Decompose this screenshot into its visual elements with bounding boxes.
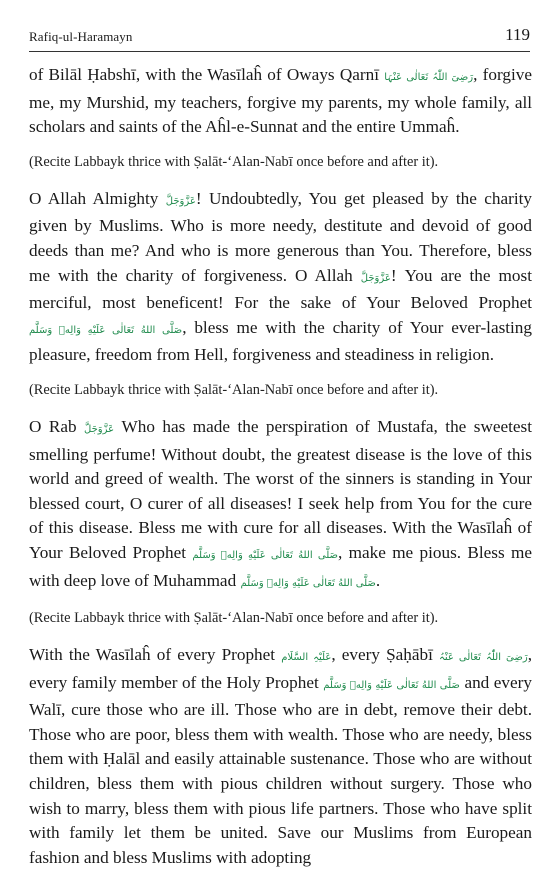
paragraph-2 <box>29 187 532 368</box>
arabic-honorific: رَضِیَ اللّٰہُ تَعَالٰی عَنْہَا <box>384 72 474 83</box>
recitation-note-1: (Recite Labbayk thrice with Ṣalāt-‘Alan-Nabī once before and after it). <box>29 153 439 170</box>
text-segment: , forgive me, my Murshid, my teachers, forgive my parents, my whole family, all scholars and saints of the Aĥl-e-Sunnat and the entire Ummaĥ. <box>29 65 532 137</box>
text-segment: Who has made the perspiration of Mustafa, the sweetest smelling perfume! Without doubt, the greatest disease is the love of this world and greed of wealth. The worst of the sinners is standing in Your blessed court, O curer of all diseases! I seek help from You for the cure of this disease. Bless me with cure for all diseases. With the Wasīlaĥ of Your Beloved Prophet <box>29 416 532 562</box>
running-header <box>29 19 530 52</box>
arabic-honorific: صَلَّى اللهُ تَعَالٰى عَلَيْهِ وَالِهٖ وَسَلَّم <box>29 324 183 336</box>
arabic-honorific: صَلَّى اللهُ تَعَالٰى عَلَيْهِ وَالِهٖ وَسَلَّم <box>323 679 460 691</box>
paragraph-4 <box>29 643 532 870</box>
text-segment: of Bilāl Ḥabshī, with the Wasīlaĥ of Oways Qarnī <box>29 65 385 84</box>
arabic-honorific: صَلَّى اللهُ تَعَالٰى عَلَيْهِ وَالِهٖ وَسَلَّم <box>240 577 376 589</box>
text-segment: , make me pious. Bless me with deep love of Muhammad <box>29 542 532 590</box>
text-segment: O Allah Almighty <box>29 188 166 208</box>
book-title: Rafiq-ul-Haramayn <box>29 29 133 44</box>
text-segment: , every Ṣaḥābī <box>331 645 440 665</box>
recitation-note-3: (Recite Labbayk thrice with Ṣalāt-‘Alan-Nabī once before and after it). <box>29 610 439 627</box>
text-segment: O Rab <box>29 416 85 436</box>
arabic-honorific: عَلَیْہِ السَّلَام <box>281 652 332 664</box>
text-segment: ! You are the most merciful, most beneficent! For the sake of Your Beloved Prophet <box>29 265 532 313</box>
paragraph-1 <box>29 63 532 140</box>
text-segment: . <box>375 570 381 590</box>
paragraph-3 <box>29 415 532 596</box>
arabic-honorific: عَزَّوَجَلَّ <box>165 195 196 207</box>
text-segment: , bless me with the charity of Your ever-lasting pleasure, freedom from Hell, forgiveness and steadiness in religion. <box>29 317 532 365</box>
page-number: 119 <box>505 25 530 44</box>
text-segment: , every family member of the Holy Prophet <box>29 645 532 692</box>
arabic-honorific: عَزَّوَجَلَّ <box>360 272 391 284</box>
arabic-honorific: رَضِیَ اللّٰہُ تَعَالٰی عَنْہُ <box>439 652 528 664</box>
arabic-honorific: صَلَّى اللهُ تَعَالٰى عَلَيْهِ وَالِهٖ وَسَلَّم <box>192 549 338 561</box>
text-segment: With the Wasīlaĥ of every Prophet <box>29 645 282 665</box>
arabic-honorific: عَزَّوَجَلَّ <box>84 423 115 435</box>
page-body <box>29 63 532 870</box>
text-segment: and every Walī, cure those who are ill. Those who are in debt, remove their debt. Those who are poor, bless them with wealth. Those who are needy, bless them with Ḥalāl and easily attainable sustenance. Those who are without children, bless them with pious children without surgery. Those who wish to marry, bless them with pious life partners. Those who have split with family let them be united. Save our Muslims from European fashion and bless Muslims with adopting <box>29 672 532 867</box>
recitation-note-2: (Recite Labbayk thrice with Ṣalāt-‘Alan-Nabī once before and after it). <box>29 381 439 398</box>
text-segment: ! Undoubtedly, You get pleased by the charity given by Muslims. Who is more needy, destitute and devoid of good deeds than me? And who is more generous than You. Therefore, bless me with the charity of forgiveness. O Allah <box>29 188 532 285</box>
